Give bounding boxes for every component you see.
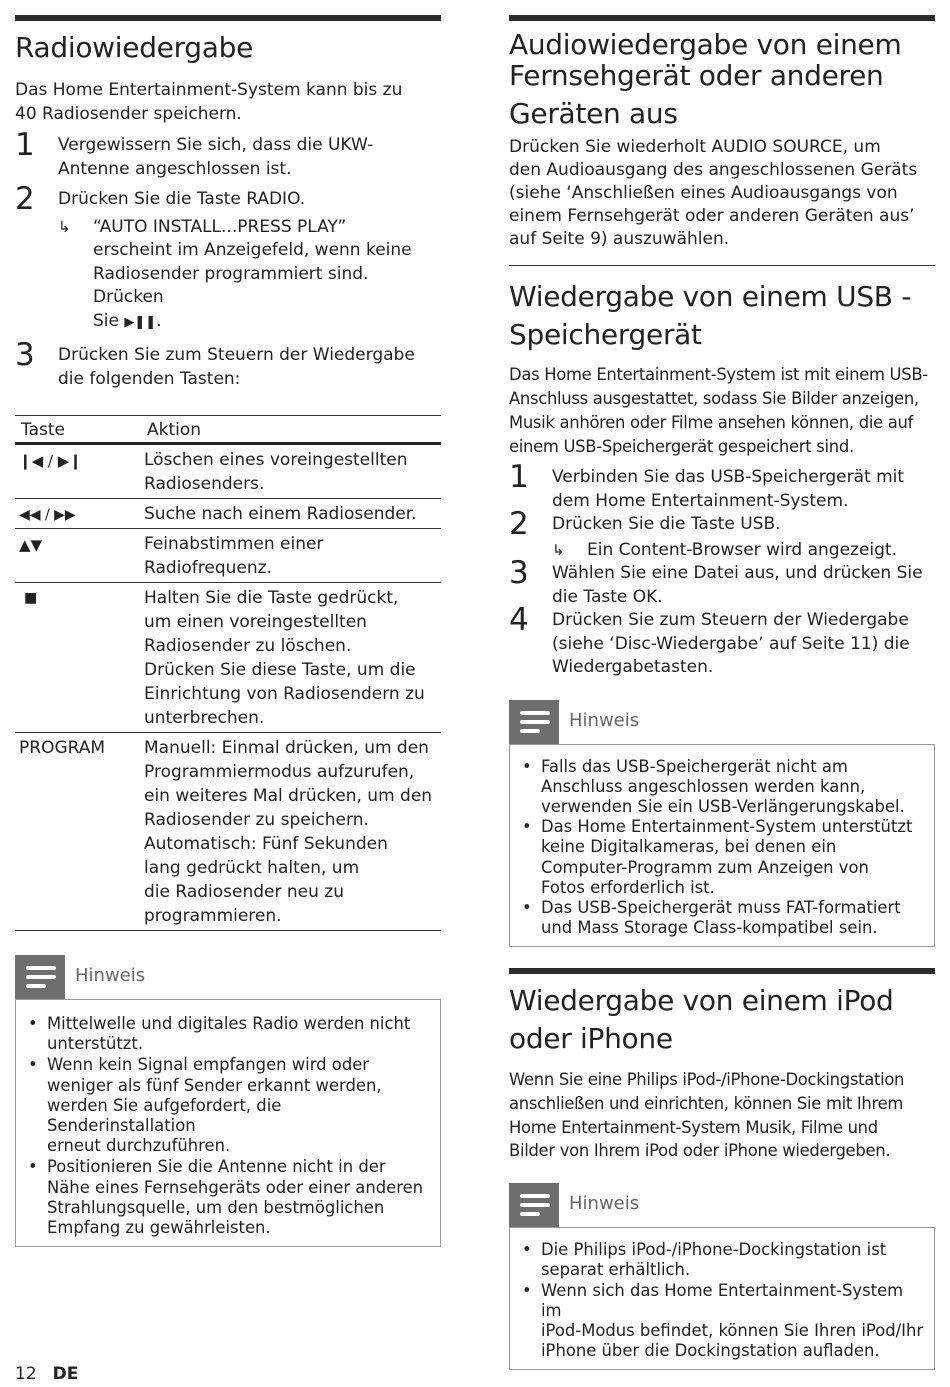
action-line: Radiosender zu speichern.: [144, 810, 369, 830]
note-line: weniger als fünf Sender erkannt werden,: [47, 1075, 382, 1095]
step-number: 3: [15, 337, 35, 373]
step-number: 1: [15, 127, 35, 163]
table-cell-action: [144, 733, 441, 931]
note-line: Das USB-Speichergerät muss FAT-formatiert: [541, 897, 901, 917]
left-column: [15, 0, 441, 1247]
step-line: dem Home Entertainment-System.: [552, 490, 849, 511]
note-item: [26, 1055, 430, 1156]
step-number: 1: [509, 459, 529, 495]
action-line: die Radiosender neu zu: [144, 882, 344, 902]
step-line: Wiedergabetasten.: [552, 657, 714, 677]
step-line: Verbinden Sie das USB-Speichergerät mit: [552, 467, 905, 487]
heading-line: Wiedergabe von einem iPod: [509, 984, 894, 1018]
step-text: Drücken Sie die Taste: [58, 189, 247, 209]
radio-note: [15, 955, 441, 1247]
usb-steps: [509, 459, 935, 680]
radio-step-3: [15, 337, 441, 391]
note-box: [509, 744, 935, 948]
intro-line: Bilder von Ihrem iPod oder iPhone wiedergeben.: [509, 1141, 891, 1161]
table-cell-action: [144, 529, 441, 583]
result-arrow-icon: ↳: [58, 217, 71, 236]
radio-steps: [15, 127, 441, 391]
table-header-key: Taste: [21, 420, 65, 440]
usb-step-1: [509, 459, 935, 513]
section-rule: [509, 15, 935, 21]
action-line: Löschen eines voreingestellten: [144, 450, 408, 470]
result-line: Ein Content-Browser wird angezeigt.: [587, 539, 897, 560]
note-box: [509, 1227, 935, 1370]
result-line: .: [156, 310, 162, 331]
page-footer: [15, 1364, 78, 1384]
auto-install-text: AUTO INSTALL...PRESS PLAY: [99, 216, 338, 237]
note-line: Die Philips iPod-/iPhone-Dockingstation ist: [541, 1240, 887, 1260]
play-pause-icon: ▶❚❚: [124, 314, 157, 330]
intro-line: Anschluss ausgestattet, sodass Sie Bilder anzeigen,: [509, 389, 919, 408]
step-result: [58, 216, 441, 335]
audio-line: (siehe ‘Anschließen eines Audioausgangs von: [509, 183, 898, 203]
action-line: Drücken Sie diese Taste, um die: [144, 660, 416, 680]
step-line: (siehe ‘Disc-Wiedergabe’ auf Seite 11) die: [552, 633, 910, 654]
ipod-heading: [509, 982, 935, 1058]
step-result: [552, 539, 935, 563]
note-item: [26, 1014, 430, 1054]
audio-line: den Audioausgang des angeschlossenen Geräts: [509, 160, 918, 180]
step-text: .: [299, 189, 306, 209]
note-item: [520, 1240, 924, 1280]
usb-note: [509, 700, 935, 948]
result-line: Radiosender programmiert sind. Drücken: [93, 263, 369, 307]
usb-step-4: [509, 602, 935, 680]
action-line: unterbrechen.: [144, 708, 265, 728]
step-number: 4: [509, 602, 529, 638]
radio-step-1: [15, 127, 441, 181]
usb-step-2: [509, 506, 935, 562]
action-line: Einrichtung von Radiosendern zu: [144, 684, 425, 704]
action-line: Radiosenders.: [144, 474, 265, 494]
table-cell-action: [144, 499, 441, 529]
step-number: 2: [15, 181, 35, 217]
audio-line: , um: [842, 137, 881, 157]
stop-icon: ■: [24, 590, 38, 606]
note-line: Positionieren Sie die Antenne nicht in der: [47, 1157, 386, 1177]
intro-line: anschließen und einrichten, können Sie mit Ihrem: [509, 1094, 904, 1114]
intro-line: Home Entertainment-System Musik, Filme und: [509, 1117, 878, 1137]
note-line: Falls das USB-Speichergerät nicht am: [541, 756, 848, 776]
ok-key: OK: [632, 586, 658, 607]
action-line: programmieren.: [144, 906, 282, 926]
audio-source-key: AUDIO SOURCE: [711, 137, 843, 157]
program-key-label: PROGRAM: [19, 738, 106, 758]
step-text: .: [775, 514, 781, 534]
action-line: ein weiteres Mal drücken, um den: [144, 786, 433, 806]
action-line: Radiofrequenz.: [144, 558, 272, 578]
usb-heading: [509, 278, 935, 354]
section-divider: [509, 265, 935, 266]
action-line: lang gedrückt halten, um: [144, 858, 360, 878]
note-line: und Mass Storage Class-kompatibel sein.: [541, 918, 878, 938]
audio-line: einem Fernsehgerät oder anderen Geräten aus’: [509, 206, 915, 226]
quote-open: “: [93, 216, 100, 237]
radio-key: RADIO: [246, 189, 300, 209]
step-text: Drücken Sie die Taste: [552, 514, 741, 534]
note-line: Wenn kein Signal empfangen wird oder: [47, 1055, 370, 1075]
note-item: [520, 1281, 924, 1362]
action-line: Automatisch: Fünf Sekunden: [144, 834, 388, 854]
audio-text: [509, 136, 935, 251]
note-line: unterstützt.: [47, 1034, 144, 1054]
note-title: Hinweis: [569, 709, 640, 731]
heading-line: Audiowiedergabe von einem: [509, 28, 902, 61]
note-line: Das Home Entertainment-System unterstützt: [541, 817, 913, 837]
heading-line: Wiedergabe von einem USB -: [509, 280, 912, 313]
table-row: [15, 529, 441, 583]
action-line: Feinabstimmen einer: [144, 534, 324, 554]
action-line: Suche nach einem Radiosender.: [144, 504, 417, 524]
intro-line: Wenn Sie eine Philips iPod-/iPhone-Dockingstation: [509, 1070, 905, 1090]
action-line: Manuell: Einmal drücken, um den: [144, 738, 429, 758]
heading-line: Fernsehgerät oder anderen: [509, 59, 884, 92]
note-line: keine Digitalkameras, bei denen ein: [541, 837, 837, 857]
step-line: Wählen Sie eine Datei aus, und drücken Sie: [552, 563, 923, 583]
table-header-row: [15, 416, 441, 444]
step-line: Vergewissern Sie sich, dass die UKW-: [58, 135, 374, 155]
note-title: Hinweis: [569, 1193, 640, 1215]
table-row: [15, 499, 441, 529]
radio-intro: [15, 79, 441, 126]
table-cell-action: [144, 583, 441, 733]
note-line: werden Sie aufgefordert, die Senderinstallation: [47, 1095, 282, 1136]
action-line: um einen voreingestellten: [144, 612, 367, 632]
table-row: [15, 733, 441, 931]
note-header: [509, 1183, 935, 1227]
section-rule: [15, 15, 441, 21]
note-line: Strahlungsquelle, um den bestmöglichen: [47, 1197, 385, 1217]
prev-next-icon: ❙◀ / ▶❙: [19, 452, 82, 470]
note-icon: [509, 1183, 559, 1227]
step-line: Drücken Sie zum Steuern der Wiedergabe: [552, 610, 909, 630]
table-cell-action: [144, 444, 441, 499]
step-line: Drücken Sie zum Steuern der Wiedergabe: [58, 345, 415, 365]
note-line: Nähe eines Fernsehgeräts oder einer anderen: [47, 1177, 424, 1197]
language-code: DE: [52, 1364, 79, 1384]
note-icon: [509, 700, 559, 744]
note-line: Wenn sich das Home Entertainment-System im: [541, 1280, 904, 1320]
table-header-action: Aktion: [147, 420, 202, 440]
result-line: Sie: [93, 310, 125, 331]
intro-line: Das Home Entertainment-System ist mit einem USB-: [509, 365, 928, 384]
rewind-forward-icon: ◀◀ / ▶▶: [19, 507, 76, 523]
note-title: Hinweis: [75, 965, 146, 986]
note-line: Anschluss angeschlossen werden kann,: [541, 776, 866, 796]
step-line: Antenne angeschlossen ist.: [58, 158, 292, 179]
note-box: [15, 999, 441, 1247]
note-line: erneut durchzuführen.: [47, 1136, 231, 1156]
intro-line: Das Home Entertainment-System kann bis zu: [15, 80, 403, 100]
audio-line: auf Seite 9) auszuwählen.: [509, 229, 730, 249]
result-line: erscheint im Anzeigefeld, wenn keine: [93, 240, 412, 260]
heading-line: Speichergerät: [509, 318, 702, 351]
radio-step-2: [15, 181, 441, 334]
radio-heading: Radiowiedergabe: [15, 31, 254, 64]
result-arrow-icon: ↳: [552, 540, 565, 559]
audio-line: Drücken Sie wiederholt: [509, 137, 712, 157]
note-item: [520, 817, 924, 898]
table-row: [15, 444, 441, 499]
usb-step-3: [509, 555, 935, 609]
key-action-table: [15, 415, 441, 931]
usb-intro: [509, 363, 935, 459]
section-rule: [509, 968, 935, 974]
note-item: [520, 757, 924, 818]
heading-line: oder iPhone: [509, 1022, 673, 1056]
ipod-note: [509, 1183, 935, 1370]
note-line: Fotos erforderlich ist.: [541, 877, 715, 897]
note-line: iPhone über die Dockingstation aufladen.: [541, 1341, 880, 1361]
action-line: Programmiermodus aufzurufen,: [144, 762, 415, 782]
note-line: Empfang zu gewährleisten.: [47, 1218, 271, 1238]
step-line: die folgenden Tasten:: [58, 368, 241, 389]
usb-key: USB: [740, 514, 776, 534]
up-down-icon: ▲▼: [19, 536, 43, 554]
step-text: die Taste: [552, 586, 633, 607]
right-column: [509, 0, 935, 1370]
note-line: verwenden Sie ein USB-Verlängerungskabel.: [541, 796, 905, 816]
intro-line: Musik anhören oder Filme ansehen können, die auf: [509, 413, 914, 432]
note-icon: [15, 955, 65, 999]
ipod-intro: [509, 1068, 935, 1163]
step-text: .: [657, 586, 663, 607]
step-number: 2: [509, 506, 529, 542]
note-line: Computer-Programm zum Anzeigen von: [541, 857, 869, 877]
intro-line: 40 Radiosender speichern.: [15, 103, 242, 124]
audio-heading: [509, 29, 935, 129]
note-header: [509, 700, 935, 744]
note-item: [26, 1157, 430, 1238]
page-number: 12: [15, 1364, 37, 1384]
action-line: Radiosender zu löschen.: [144, 636, 352, 656]
intro-line: einem USB-Speichergerät gespeichert sind.: [509, 437, 854, 456]
note-header: [15, 955, 441, 999]
quote-close: ”: [337, 216, 347, 237]
table-row: [15, 583, 441, 733]
step-number: 3: [509, 555, 529, 591]
note-line: iPod-Modus befindet, können Sie Ihren iPod/Ihr: [541, 1320, 924, 1340]
note-line: Mittelwelle und digitales Radio werden nicht: [47, 1014, 411, 1033]
heading-line: Geräten aus: [509, 97, 678, 130]
note-item: [520, 898, 924, 938]
note-line: separat erhältlich.: [541, 1260, 691, 1280]
action-line: Halten Sie die Taste gedrückt,: [144, 588, 399, 608]
